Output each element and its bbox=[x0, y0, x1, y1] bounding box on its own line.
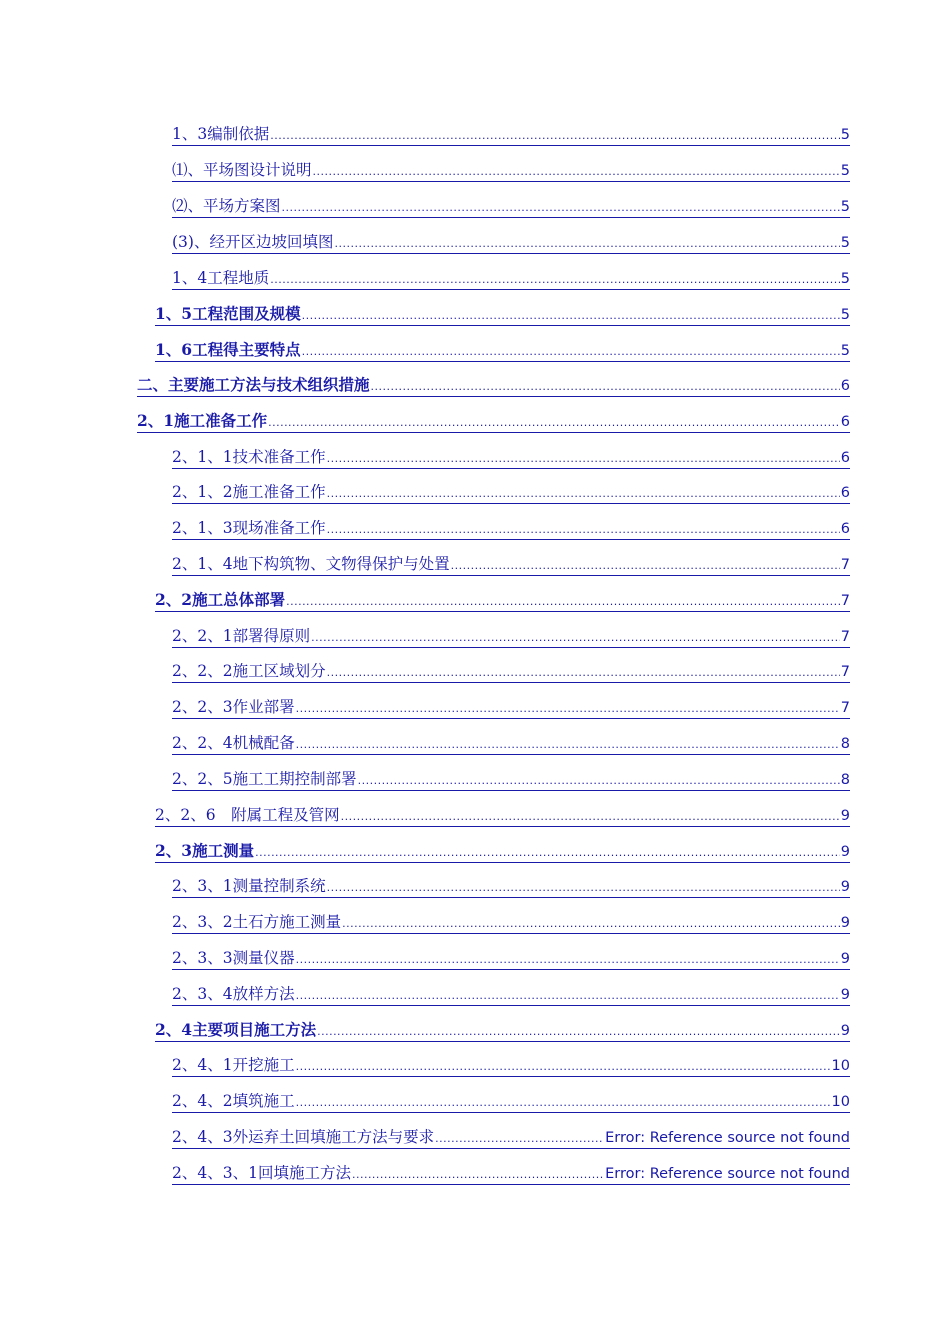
toc-entry-1-6[interactable] bbox=[0, 333, 950, 369]
toc-page-number: 6 bbox=[840, 521, 850, 538]
toc-dot-leader bbox=[296, 1057, 831, 1076]
toc-dot-leader bbox=[342, 914, 840, 933]
toc-page-number: 8 bbox=[840, 771, 850, 788]
toc-page-number: 7 bbox=[840, 556, 850, 573]
toc-dot-leader bbox=[302, 342, 840, 361]
toc-entry-2-1-1[interactable] bbox=[0, 440, 950, 476]
toc-page-number: 5 bbox=[840, 306, 850, 323]
toc-dot-leader bbox=[282, 198, 840, 217]
toc-dot-leader bbox=[371, 377, 840, 396]
toc-entry-title: 2、3、4放样方法 bbox=[172, 984, 295, 1003]
toc-entry-title: 2、1、3现场准备工作 bbox=[172, 519, 326, 538]
toc-entry-title: 2、4、2填筑施工 bbox=[172, 1091, 295, 1110]
toc-entry-title: ⑵、平场方案图 bbox=[172, 196, 281, 215]
toc-page-number: 6 bbox=[840, 414, 850, 431]
toc-entry-title: 2、1、1技术准备工作 bbox=[172, 447, 326, 466]
toc-entry-2-2[interactable] bbox=[0, 583, 950, 619]
table-of-contents bbox=[0, 118, 950, 1192]
toc-entry-2-3[interactable] bbox=[0, 834, 950, 870]
toc-page-number: 5 bbox=[840, 234, 850, 251]
toc-entry-title: 2、3、2土石方施工测量 bbox=[172, 912, 342, 931]
toc-entry-2-1-4[interactable] bbox=[0, 548, 950, 584]
toc-page-number: 7 bbox=[840, 628, 850, 645]
toc-entry-title: 1、5工程范围及规模 bbox=[155, 303, 301, 323]
toc-entry-2-3-1[interactable] bbox=[0, 870, 950, 906]
toc-entry-title: 2、1施工准备工作 bbox=[137, 411, 268, 431]
toc-entry-title: 1、3编制依据 bbox=[172, 125, 270, 144]
toc-entry-title: 2、2施工总体部署 bbox=[155, 590, 286, 610]
toc-dot-leader bbox=[255, 843, 840, 862]
toc-entry-1-4[interactable] bbox=[0, 261, 950, 297]
toc-entry-2-3-2[interactable] bbox=[0, 906, 950, 942]
toc-dot-leader bbox=[435, 1129, 604, 1148]
toc-entry-2-1-3[interactable] bbox=[0, 512, 950, 548]
toc-dot-leader bbox=[268, 413, 840, 432]
toc-entry-2-4[interactable] bbox=[0, 1013, 950, 1049]
toc-dot-leader bbox=[327, 663, 840, 682]
toc-entry-title: 2、2、1部署得原则 bbox=[172, 626, 311, 645]
toc-page-number: 10 bbox=[831, 1058, 850, 1075]
toc-entry-2-2-2[interactable] bbox=[0, 655, 950, 691]
toc-dot-leader bbox=[327, 520, 840, 539]
toc-entry-title: 2、3、1测量控制系统 bbox=[172, 877, 326, 896]
toc-entry-2-2-4[interactable] bbox=[0, 727, 950, 763]
toc-dot-leader bbox=[327, 449, 840, 468]
toc-entry-2-4-2[interactable] bbox=[0, 1085, 950, 1121]
toc-page-number: 10 bbox=[831, 1093, 850, 1110]
toc-entry-2-3-3[interactable] bbox=[0, 941, 950, 977]
toc-entry-title: 2、4、1开挖施工 bbox=[172, 1056, 295, 1075]
toc-entry-title: 1、6工程得主要特点 bbox=[155, 339, 301, 359]
toc-dot-leader bbox=[311, 628, 840, 647]
toc-page-number: 5 bbox=[840, 270, 850, 287]
toc-page-number: 9 bbox=[840, 986, 850, 1003]
toc-page-number: 5 bbox=[840, 198, 850, 215]
toc-page-number: 7 bbox=[840, 664, 850, 681]
toc-entry-title: 2、1、4地下构筑物、文物得保护与处置 bbox=[172, 554, 450, 573]
toc-entry-2-2-1[interactable] bbox=[0, 619, 950, 655]
toc-page-number: Error: Reference source not found bbox=[605, 1129, 850, 1146]
toc-page-number: 6 bbox=[840, 449, 850, 466]
toc-entry-title: 二、主要施工方法与技术组织措施 bbox=[137, 375, 370, 395]
toc-entry-1-3-3[interactable] bbox=[0, 225, 950, 261]
toc-dot-leader bbox=[270, 270, 840, 289]
toc-page-number: 9 bbox=[840, 879, 850, 896]
toc-entry-2-4-3-1[interactable] bbox=[0, 1156, 950, 1192]
toc-page-number: 9 bbox=[840, 950, 850, 967]
toc-dot-leader bbox=[296, 950, 840, 969]
toc-dot-leader bbox=[327, 878, 840, 897]
toc-dot-leader bbox=[296, 1093, 831, 1112]
toc-entry-title: 2、2、6 附属工程及管网 bbox=[155, 805, 340, 824]
toc-entry-2-4-1[interactable] bbox=[0, 1049, 950, 1085]
toc-entry-1-3-1[interactable] bbox=[0, 154, 950, 190]
toc-dot-leader bbox=[334, 234, 839, 253]
toc-dot-leader bbox=[451, 556, 840, 575]
toc-entry-title: 1、4工程地质 bbox=[172, 268, 270, 287]
toc-dot-leader bbox=[296, 735, 840, 754]
toc-entry-1-5[interactable] bbox=[0, 297, 950, 333]
toc-entry-2-1[interactable] bbox=[0, 404, 950, 440]
toc-entry-2-1-2[interactable] bbox=[0, 476, 950, 512]
toc-entry-title: 2、3、3测量仪器 bbox=[172, 948, 295, 967]
toc-dot-leader bbox=[327, 484, 840, 503]
toc-dot-leader bbox=[296, 986, 840, 1005]
toc-entry-title: 2、4主要项目施工方法 bbox=[155, 1019, 317, 1039]
toc-dot-leader bbox=[341, 807, 840, 826]
toc-dot-leader bbox=[358, 771, 840, 790]
toc-entry-1-3-2[interactable] bbox=[0, 190, 950, 226]
toc-page-number: 9 bbox=[840, 1022, 850, 1039]
toc-entry-2-2-5[interactable] bbox=[0, 762, 950, 798]
toc-dot-leader bbox=[270, 126, 840, 145]
toc-dot-leader bbox=[352, 1165, 604, 1184]
toc-entry-title: 2、2、5施工工期控制部署 bbox=[172, 769, 357, 788]
toc-entry-title: 2、4、3外运弃土回填施工方法与要求 bbox=[172, 1127, 435, 1146]
toc-entry-chapter-2[interactable] bbox=[0, 369, 950, 405]
toc-page-number: 9 bbox=[840, 914, 850, 931]
toc-dot-leader bbox=[296, 699, 840, 718]
toc-entry-2-3-4[interactable] bbox=[0, 977, 950, 1013]
toc-entry-2-4-3[interactable] bbox=[0, 1120, 950, 1156]
toc-page-number: 6 bbox=[840, 378, 850, 395]
toc-page-number: 7 bbox=[840, 593, 850, 610]
toc-entry-2-2-3[interactable] bbox=[0, 691, 950, 727]
toc-entry-title: 2、2、3作业部署 bbox=[172, 698, 295, 717]
toc-page-number: 5 bbox=[840, 127, 850, 144]
toc-entry-title: 2、3施工测量 bbox=[155, 840, 255, 860]
toc-page-number: 8 bbox=[840, 735, 850, 752]
toc-entry-2-2-6[interactable] bbox=[0, 798, 950, 834]
toc-entry-1-3[interactable] bbox=[0, 118, 950, 154]
toc-page-number: 9 bbox=[840, 843, 850, 860]
toc-page-number: 5 bbox=[840, 163, 850, 180]
toc-entry-title: (3)、经开区边坡回填图 bbox=[172, 232, 334, 251]
toc-entry-title: 2、4、3、1回填施工方法 bbox=[172, 1163, 351, 1182]
toc-entry-title: 2、2、2施工区域划分 bbox=[172, 662, 326, 681]
toc-page-number: 5 bbox=[840, 342, 850, 359]
toc-entry-title: 2、2、4机械配备 bbox=[172, 733, 295, 752]
toc-page-number: Error: Reference source not found bbox=[605, 1165, 850, 1182]
toc-page-number: 6 bbox=[840, 485, 850, 502]
toc-dot-leader bbox=[286, 592, 840, 611]
toc-dot-leader bbox=[313, 162, 840, 181]
toc-entry-title: ⑴、平场图设计说明 bbox=[172, 161, 312, 180]
toc-entry-title: 2、1、2施工准备工作 bbox=[172, 483, 326, 502]
toc-page-number: 7 bbox=[840, 700, 850, 717]
toc-dot-leader bbox=[302, 306, 840, 325]
toc-dot-leader bbox=[317, 1022, 840, 1041]
toc-page-number: 9 bbox=[840, 807, 850, 824]
